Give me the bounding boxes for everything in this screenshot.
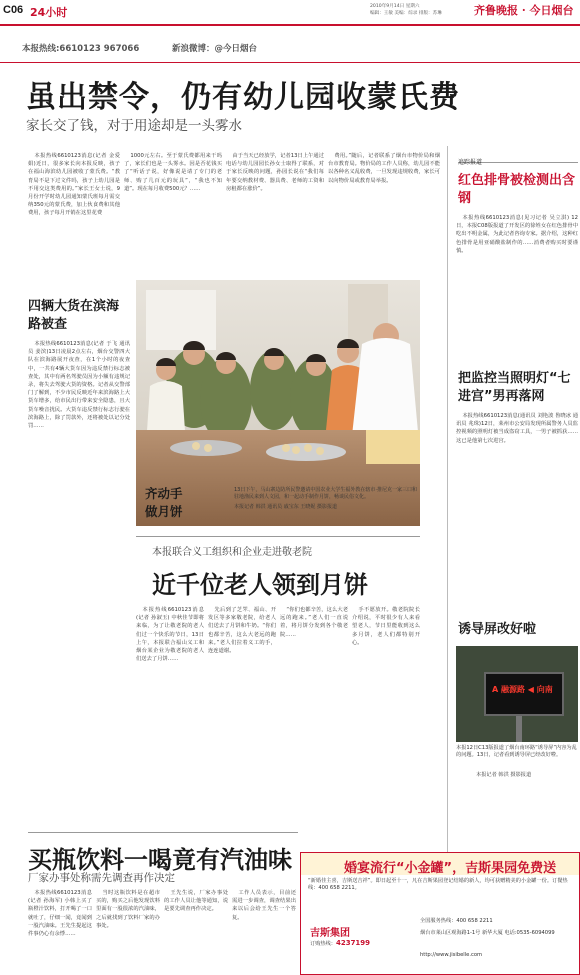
bottom-col-1: 本报热线6610123消息(记者 孙海军) 小韩上买了瓶橙汁饮料，打开喝了一口就吐了，仔细一闻，竟闻到一股汽油味。王先生提起这件事仍心有余悸…… bbox=[28, 890, 92, 938]
bottom-col-4: 工作人员表示，目前还需进一步调查，调查结果出来以后会给王先生一个答复。 bbox=[232, 890, 296, 921]
middle-kicker: 本报联合义工组织和企业走进敬老院 bbox=[152, 547, 312, 558]
divider bbox=[136, 536, 420, 537]
weibo: 新浪微博：@今日烟台 bbox=[172, 44, 258, 54]
ad-title: 婚宴流行“小金罐”，吉斯果园免费送 bbox=[344, 861, 557, 876]
bottom-col-3: 王先生说，厂家办事处的工作人员让他等通知，说是要先调查再作决定。 bbox=[164, 890, 228, 913]
left-story-body: 本报热线6610123消息(记者 于飞 通讯员 姜滨)13日凌晨2点左右，烟台交警四大队在滨海路展开夜查，在1个小时的夜查中，一共有4辆大货车因为违反禁行标志被查处，其中有两名驾驶员因为小额有违规记录，将失去驾驶大货的资格。记者从交警部门了解到，不少市民反映近年来滨海路上大货车增多，给市民出行带来安全隐患，且大货车噪音扰民。大货车违反禁行标志行驶在滨海路上，除了罚款外，还将被处以记分处罚…… bbox=[28, 341, 130, 430]
issue-date: 2010年9月14日 星期六 bbox=[370, 4, 420, 9]
sign-photo bbox=[456, 646, 578, 742]
tag-bar bbox=[458, 149, 578, 166]
right-story2-body: 本报热线6610123消息(通讯员 刘艳波 鲁晓冰 通讯员 兆珠)12日，莱州市公安局发现所属警务人员监控视频的照明灯被当成盗窃工具，一男子被抓获……这已是他第七次进宫。 bbox=[456, 413, 578, 444]
ad-address: 烟台市莱山区观海路1-1号 新华大厦 电话:0535-6094099 bbox=[420, 930, 555, 936]
tag-label: 追踪报道 bbox=[458, 159, 483, 166]
ad-phone-block: 订购热线：4237199 bbox=[310, 939, 371, 947]
bottom-subhead: 厂家办事处称需先调查再作决定 bbox=[28, 872, 175, 884]
sign-pole bbox=[516, 716, 522, 742]
main-col-4: 费用。”随后，记者联系了烟台市物价局和烟台市教育局。物价局的工作人员称，幼儿园不能以各种名义乱收费，一旦发现违规收费，家长可以向物价局或教育局举报。 bbox=[328, 153, 440, 184]
editors: 编辑：王敏 美编：综录 排版：苏琳 bbox=[370, 11, 442, 16]
column-rule bbox=[447, 146, 448, 852]
bottom-col-2: 当时这瓶饮料是在超市买的，购买之后他发现饮料里面有一股很浓的汽油味，之后就找到了饮料厂家的办事处。 bbox=[96, 890, 160, 929]
main-col-2: 1000元左右。至于蒙氏费都用来干吗了，家长们也是一头雾水。因是否花钱买了“听话子说，好像说是请了专门的老师、购了几百元的玩具”，“我也不知道”。现在每月收费500元？…… bbox=[124, 153, 222, 192]
right-story1-body: 本报热线6610123消息(见习记者 吴立淇) 12日，本报C08版报道了开发区的徐姓女在红色排骨中吃出不明金属，为此记者咨询专家。据介绍，这种红色排骨是用亚硝酸盐制作的……消费者购买时要谨慎。 bbox=[456, 215, 578, 254]
right-story3-title: 诱导屏改好啦 bbox=[458, 622, 537, 637]
main-col-3: 由于当天已经放学，记者13日上午通过电话与幼儿园园长孙女士取得了联系，对于家长反映的问题，孙园长说在“我们每年要交纳教材费、器具费、老师的工资和房租都在涨价”。 bbox=[226, 153, 324, 192]
ad-body: “新婚佳主喜，吉斯送吉祥”。即日起至十一，凡在吉斯果园登记结婚的新人，均可获赠精美的小金罐一份。订餐热线：400 658 2211。 bbox=[308, 878, 568, 892]
header-rule bbox=[0, 24, 580, 26]
hotline: 本报热线:6610123 967066 bbox=[22, 44, 140, 54]
right-story2-title: 把监控当照明灯“七进宫”男再落网 bbox=[458, 371, 571, 404]
header-meta bbox=[370, 3, 442, 17]
main-headline: 虽出禁令，仍有幼儿园收蒙氏费 bbox=[26, 80, 460, 115]
main-subhead: 家长交了钱，对于用途却是一头雾水 bbox=[26, 118, 242, 134]
middle-headline: 近千位老人领到月饼 bbox=[152, 571, 368, 599]
right-story3-credit: 本报记者 韩洪 摄影报道 bbox=[476, 772, 532, 778]
middle-col-1: 本报热线6610123消息(记者 孙淑玉) 中秋佳节即将来临，为了让敬老院的老人们过一个快乐的节日，13日上午，本报联合福山义工和烟台某企业为敬老院的老人们送去了月饼…… bbox=[136, 607, 204, 663]
divider bbox=[28, 832, 298, 833]
ad-brand: 吉斯集团 bbox=[310, 928, 350, 939]
photo-credits: 本报记者 韩洪 通讯员 戚宝东 王晓妮 摄影报道 bbox=[234, 504, 337, 511]
ad-website[interactable]: http://www.jisibelle.com bbox=[420, 952, 483, 958]
middle-col-3: “你们也都辛苦，这么大老远的跑来。”老人们一直说着，将月饼分发到各个敬老院…… bbox=[280, 607, 348, 638]
bottom-headline: 买瓶饮料一喝竟有汽油味 bbox=[28, 846, 292, 874]
middle-col-2: 先后到了芝罘、福山、开发区等多家敬老院，给老人们送去了月饼和牛奶。“你们也都辛苦，这么大老远的跑来。”老人们拉着义工的手，连连道谢。 bbox=[208, 607, 276, 655]
main-col-1: 本报热线6610123消息(记者 金爱娟)近日，很多家长向本报反映，孩子在福山海滨幼儿园被收了蒙氏费。“教育局不是下过文件吗，孩子上幼儿园是不用交这类费用的。”家长王女士说，9月份开学时幼儿园通知蒙氏班每月需交纳350元的蒙氏费，加上伙食费和其他费用，孩子每月开销在这里花费 bbox=[28, 153, 120, 217]
right-story3-caption: 本报12日C13版报道了烟台南环路“诱导屏”内容为乱的问题。13日，记者看到诱导屏已经改好啦。 bbox=[456, 745, 577, 759]
led-screen bbox=[484, 672, 564, 716]
middle-col-4: 手不愿放开。敬老院院长介绍说，平时很少有人来看望老人，节日里能收到这么多月饼，老人们都特别开心。 bbox=[352, 607, 420, 646]
right-story1-title: 红色排骨被检测出含钢 bbox=[458, 173, 576, 206]
ad-phone: 4237199 bbox=[335, 939, 371, 947]
section-name: 24小时 bbox=[30, 6, 68, 19]
sign-text: A 融源路 ◀ 向南 bbox=[492, 685, 553, 694]
newspaper-logo: 齐鲁晚报 · 今日烟台 bbox=[474, 4, 574, 17]
ad-hotline: 全国服务热线：400 658 2211 bbox=[420, 918, 493, 924]
photo-caption: 13日下午，马山寨边防所民警邀请中国农业大学生福外教在辖市·推尼克一家三口和驻地渔民来到人文园，和一起动手制作月饼，畅谈民俗文化。 本报记者 韩洪 通讯员 戚宝东 王晓妮 摄影报道 bbox=[234, 487, 417, 511]
divider bbox=[0, 62, 580, 63]
left-story-title: 四辆大货在滨海路被查 bbox=[28, 299, 120, 332]
photo-title: 齐动手 做月饼 bbox=[145, 486, 183, 519]
page-code: C06 bbox=[3, 4, 24, 16]
